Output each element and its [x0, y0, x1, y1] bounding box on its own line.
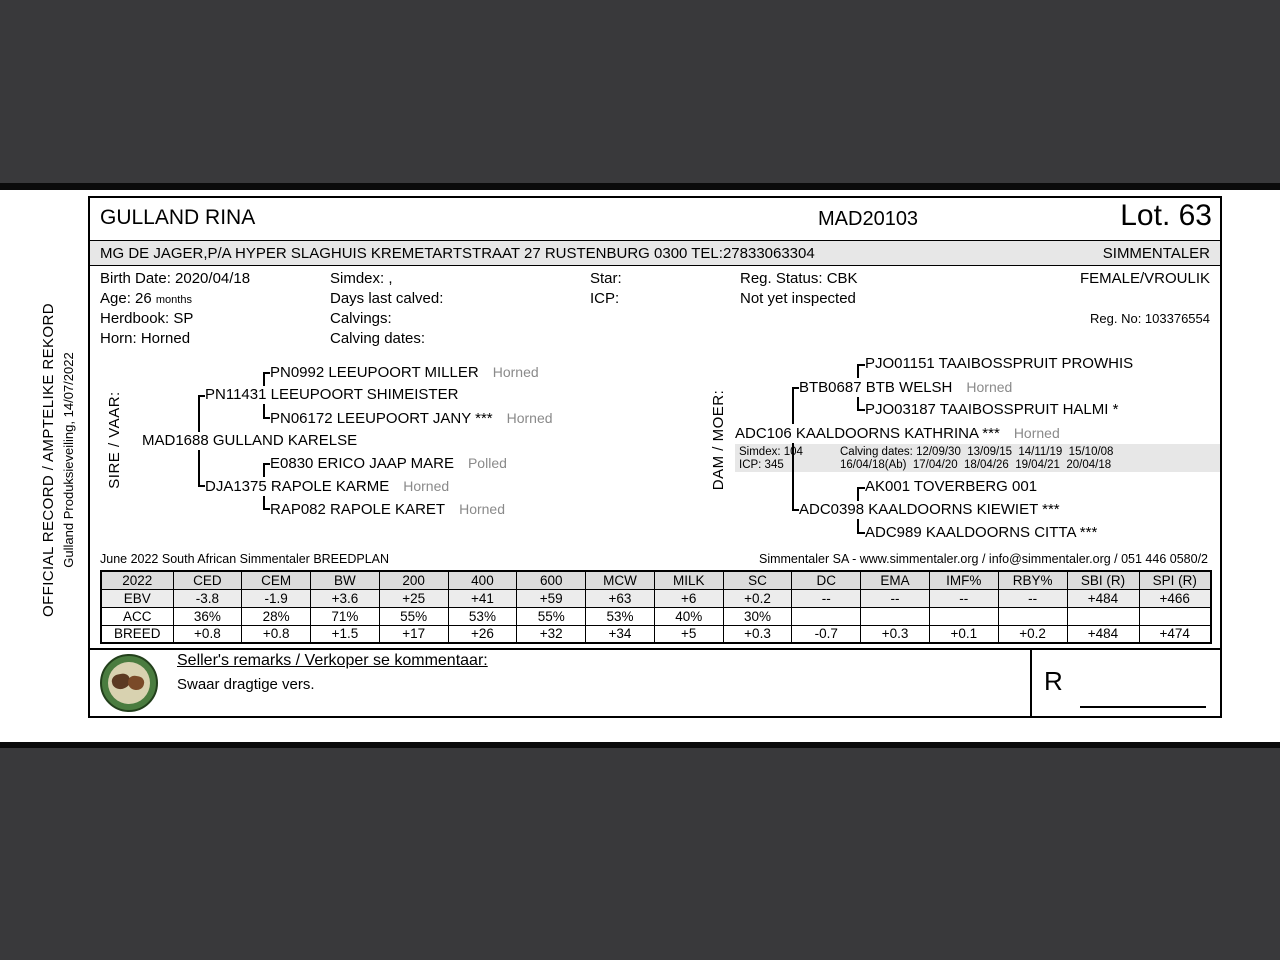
table-cell — [861, 607, 930, 625]
table-cell: -0.7 — [792, 625, 861, 643]
table-cell — [792, 607, 861, 625]
age — [100, 290, 192, 307]
table-row-breed — [101, 625, 1211, 643]
row-label: ACC — [101, 607, 173, 625]
column-header: RBY% — [998, 571, 1067, 589]
cow-head-shape — [127, 675, 145, 692]
pedigree-name: PN0992 LEEUPOORT MILLER — [270, 364, 479, 381]
remarks-heading: Seller's remarks / Verkoper se kommentaar: — [177, 652, 488, 669]
pedigree-node-sire-fm — [270, 409, 556, 428]
table-cell: +17 — [379, 625, 448, 643]
table-cell: +0.1 — [929, 625, 998, 643]
table-cell: 55% — [379, 607, 448, 625]
table-cell: 40% — [654, 607, 723, 625]
column-header: 600 — [517, 571, 586, 589]
table-cell: +32 — [517, 625, 586, 643]
table-cell: +3.6 — [311, 589, 380, 607]
pedigree-name: E0830 ERICO JAAP MARE — [270, 455, 454, 472]
table-cell: +0.8 — [173, 625, 242, 643]
table-cell: 30% — [723, 607, 792, 625]
dam-calving-dates-2: 16/04/18(Ab) 17/04/20 18/04/26 19/04/21 20/04/18 — [840, 459, 1112, 471]
pedigree-name: PJO03187 TAAIBOSSPRUIT HALMI * — [865, 401, 1119, 418]
simmentaler-logo — [100, 654, 158, 712]
pedigree-node-sire-father — [205, 386, 461, 404]
inspection-status: Not yet inspected — [740, 290, 856, 307]
dam-section-label: DAM / MOER: — [710, 389, 727, 491]
table-row-ebv — [101, 589, 1211, 607]
table-cell: +0.8 — [242, 625, 311, 643]
official-record-label: OFFICIAL RECORD / AMPTELIKE REKORD — [40, 303, 57, 617]
horn-status: Horned — [1013, 425, 1060, 441]
horn-status: Horned — [459, 501, 505, 517]
horn-status: Horned — [506, 410, 553, 426]
breedplan-caption: June 2022 South African Simmentaler BREEDPLAN — [100, 552, 390, 566]
column-header: MILK — [654, 571, 723, 589]
table-cell: +1.5 — [311, 625, 380, 643]
table-cell — [929, 607, 998, 625]
pedigree-node-sire-mother — [205, 477, 452, 496]
herdbook: Herdbook: SP — [100, 310, 194, 327]
pedigree-name: ADC106 KAALDOORNS KATHRINA *** — [735, 425, 1000, 442]
pedigree-name: MAD1688 GULLAND KARELSE — [142, 432, 358, 449]
table-cell: +484 — [1067, 625, 1139, 643]
table-cell: -- — [792, 589, 861, 607]
pedigree-node-sire-mf — [270, 454, 510, 473]
breed-label: SIMMENTALER — [1102, 244, 1210, 262]
record-box — [88, 196, 1222, 718]
pedigree-name: RAP082 RAPOLE KARET — [270, 501, 446, 518]
horn-status: Horned — [492, 364, 539, 380]
pedigree-node-dam-mm — [865, 524, 1100, 542]
pedigree-name: PN11431 LEEUPOORT SHIMEISTER — [205, 386, 459, 403]
table-cell: 71% — [311, 607, 380, 625]
currency-symbol: R — [1044, 666, 1063, 696]
column-header: EMA — [861, 571, 930, 589]
dam-stats-strip — [735, 444, 1220, 472]
pedigree-node-dam — [735, 424, 1063, 443]
table-cell: +474 — [1139, 625, 1211, 643]
remarks-section — [90, 648, 1220, 716]
icp-field: ICP: — [590, 290, 620, 307]
birth-date: Birth Date: 2020/04/18 — [100, 270, 251, 287]
horn-status: Polled — [467, 455, 507, 471]
side-rotated-text — [40, 190, 76, 730]
pedigree-node-dam-father — [799, 378, 1015, 397]
table-cell: +26 — [448, 625, 517, 643]
pedigree-connector — [792, 387, 801, 511]
dam-icp: ICP: 345 — [739, 459, 784, 471]
star-field: Star: — [590, 270, 622, 287]
table-cell: +41 — [448, 589, 517, 607]
pedigree-node-dam-fm — [865, 401, 1121, 419]
reg-no: Reg. No: 103376554 — [1090, 311, 1210, 326]
horn-status: Horned — [966, 379, 1013, 395]
table-cell: 28% — [242, 607, 311, 625]
table-cell: 36% — [173, 607, 242, 625]
lot-number: Lot. 63 — [1120, 199, 1212, 232]
pedigree-node-dam-mf — [865, 478, 1040, 496]
pedigree-name: PN06172 LEEUPOORT JANY *** — [270, 410, 493, 427]
column-header: 200 — [379, 571, 448, 589]
reg-status-field: Reg. Status: CBK — [740, 270, 858, 287]
table-cell: -- — [929, 589, 998, 607]
animal-name: GULLAND RINA — [100, 206, 256, 229]
pedigree-node-dam-ff — [865, 355, 1136, 373]
ebv-table — [100, 570, 1212, 644]
simmentaler-contact: Simmentaler SA - www.simmentaler.org / info@simmentaler.org / 051 446 0580/2 — [758, 552, 1208, 566]
bottom-divider — [0, 742, 1280, 748]
row-label: EBV — [101, 589, 173, 607]
owner-strip — [90, 240, 1220, 266]
simdex-field: Simdex: , — [330, 270, 393, 287]
calving-dates-field: Calving dates: — [330, 330, 426, 347]
table-cell: +0.2 — [998, 625, 1067, 643]
pedigree-name: ADC989 KAALDOORNS CITTA *** — [865, 524, 1098, 541]
column-header: IMF% — [929, 571, 998, 589]
pedigree-name: PJO01151 TAAIBOSSPRUIT PROWHIS — [865, 355, 1134, 372]
table-cell: +6 — [654, 589, 723, 607]
column-header: BW — [311, 571, 380, 589]
table-cell: -1.9 — [242, 589, 311, 607]
table-row-acc — [101, 607, 1211, 625]
table-cell: +0.2 — [723, 589, 792, 607]
pedigree-name: DJA1375 RAPOLE KARME — [205, 478, 390, 495]
sire-section-label: SIRE / VAAR: — [106, 391, 123, 489]
age-value: Age: 26 — [100, 290, 152, 307]
table-cell: +484 — [1067, 589, 1139, 607]
table-cell: +59 — [517, 589, 586, 607]
column-header: MCW — [586, 571, 655, 589]
remarks-text: Swaar dragtige vers. — [177, 676, 315, 693]
top-divider — [0, 183, 1280, 190]
column-header: 400 — [448, 571, 517, 589]
table-cell: +34 — [586, 625, 655, 643]
table-cell — [1067, 607, 1139, 625]
column-header: SBI (R) — [1067, 571, 1139, 589]
column-header: DC — [792, 571, 861, 589]
animal-reg-id: MAD20103 — [818, 208, 919, 230]
table-cell: +25 — [379, 589, 448, 607]
pedigree-name: ADC0398 KAALDOORNS KIEWIET *** — [799, 501, 1060, 518]
table-cell: -- — [861, 589, 930, 607]
calvings-field: Calvings: — [330, 310, 392, 327]
table-cell: +0.3 — [723, 625, 792, 643]
dam-simdex: Simdex: 104 — [739, 446, 803, 458]
table-header-row — [101, 571, 1211, 589]
pedigree-name: BTB0687 BTB WELSH — [799, 379, 953, 396]
table-cell: +0.3 — [861, 625, 930, 643]
column-header: CEM — [242, 571, 311, 589]
price-blank-line — [1080, 706, 1206, 708]
column-header: 2022 — [101, 571, 173, 589]
table-cell: +466 — [1139, 589, 1211, 607]
table-cell: +5 — [654, 625, 723, 643]
table-cell: 53% — [448, 607, 517, 625]
table-cell: -3.8 — [173, 589, 242, 607]
column-header: SC — [723, 571, 792, 589]
table-cell: +63 — [586, 589, 655, 607]
column-header: SPI (R) — [1139, 571, 1211, 589]
logo-inner-circle — [108, 662, 150, 704]
table-cell: -- — [998, 589, 1067, 607]
days-last-calved-field: Days last calved: — [330, 290, 444, 307]
dam-calving-dates-1: Calving dates: 12/09/30 13/09/15 14/11/19 15/10/08 — [840, 446, 1114, 458]
pedigree-node-sire — [142, 432, 360, 450]
catalog-page — [0, 190, 1280, 742]
horn-status: Horned — [403, 478, 450, 494]
owner-address: MG DE JAGER,P/A HYPER SLAGHUIS KREMETARTSTRAAT 27 RUSTENBURG 0300 TEL:27833063304 — [100, 244, 815, 262]
table-cell — [998, 607, 1067, 625]
table-cell — [1139, 607, 1211, 625]
price-box — [1030, 650, 1220, 716]
pedigree-node-sire-ff — [270, 363, 542, 382]
age-unit: months — [155, 294, 192, 306]
table-cell: 53% — [586, 607, 655, 625]
sex-label: FEMALE/VROULIK — [1079, 270, 1210, 287]
sale-event-label: Gulland Produksieveiling, 14/07/2022 — [61, 352, 76, 568]
pedigree-node-sire-mm — [270, 500, 508, 519]
row-label: BREED — [101, 625, 173, 643]
pedigree-node-dam-mother — [799, 501, 1063, 519]
column-header: CED — [173, 571, 242, 589]
horn-status-field: Horn: Horned — [100, 330, 191, 347]
pedigree-name: AK001 TOVERBERG 001 — [865, 478, 1038, 495]
table-cell: 55% — [517, 607, 586, 625]
